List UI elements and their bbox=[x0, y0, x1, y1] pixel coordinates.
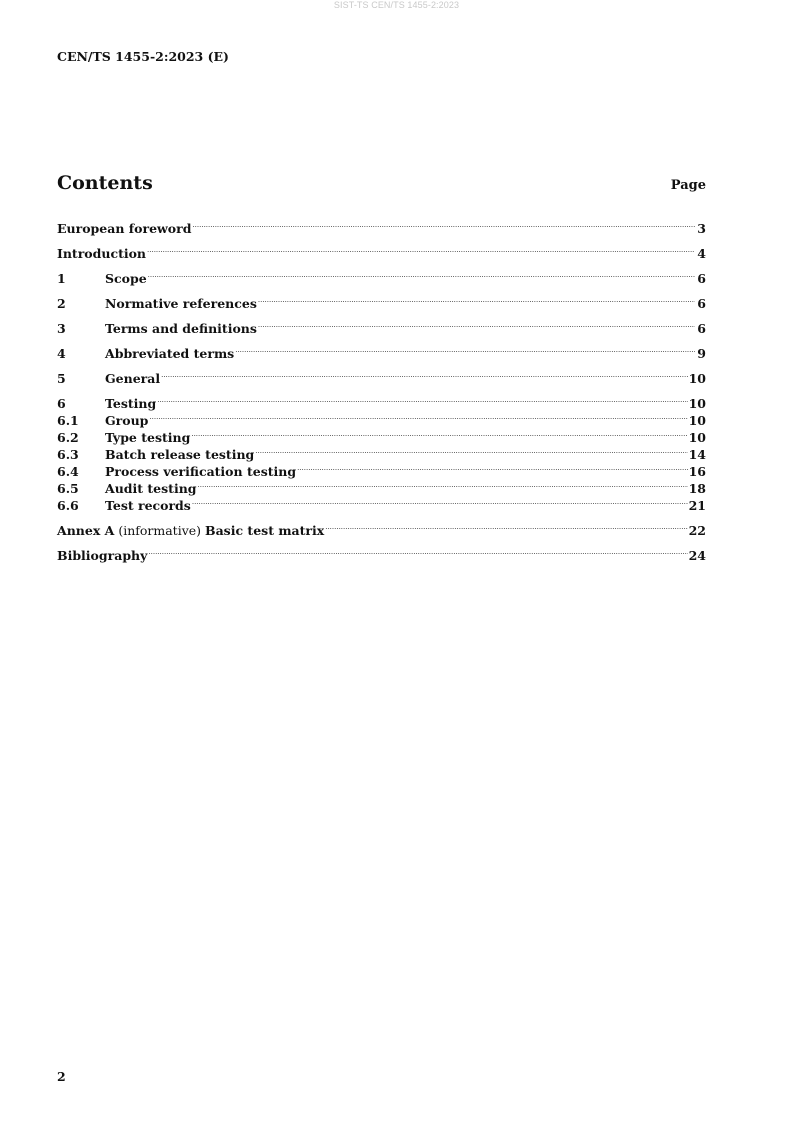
dot-leader bbox=[191, 425, 687, 442]
toc-entry-page: 16 bbox=[688, 464, 706, 479]
toc-entry-number: 5 bbox=[57, 371, 66, 386]
toc-entry-page: 3 bbox=[697, 221, 706, 236]
dot-leader bbox=[255, 442, 687, 459]
contents-title: Contents bbox=[57, 172, 153, 194]
toc-entry-title: Terms and definitions bbox=[105, 321, 257, 336]
toc-entry[interactable] bbox=[57, 543, 706, 563]
toc-entry-title: European foreword bbox=[57, 221, 192, 236]
toc-entry-number: 1 bbox=[57, 271, 66, 286]
toc-entry-number: 3 bbox=[57, 321, 66, 336]
toc-entry-title: Abbreviated terms bbox=[105, 346, 235, 361]
toc-entry-number: 4 bbox=[57, 346, 66, 361]
dot-leader bbox=[235, 341, 695, 358]
dot-leader bbox=[157, 391, 687, 408]
toc-entry[interactable] bbox=[57, 341, 706, 361]
toc-entry-number: 6.1 bbox=[57, 413, 79, 428]
dot-leader bbox=[192, 216, 695, 233]
toc-entry-page: 6 bbox=[697, 321, 706, 336]
toc-entry-page: 21 bbox=[688, 498, 706, 513]
dot-leader bbox=[148, 543, 687, 560]
dot-leader bbox=[192, 493, 688, 510]
toc-entry-title: Normative references bbox=[105, 296, 257, 311]
toc-entry[interactable] bbox=[57, 425, 706, 445]
toc-entry[interactable] bbox=[57, 291, 706, 311]
toc-entry-page: 10 bbox=[688, 430, 706, 445]
dot-leader bbox=[148, 266, 695, 283]
annex-title: Basic test matrix bbox=[205, 523, 325, 538]
toc-entry[interactable] bbox=[57, 408, 706, 428]
toc-entry[interactable] bbox=[57, 316, 706, 336]
toc-entry-page: 14 bbox=[688, 447, 706, 462]
toc-entry-number: 6.6 bbox=[57, 498, 79, 513]
table-of-contents bbox=[57, 216, 706, 563]
toc-entry[interactable] bbox=[57, 366, 706, 386]
toc-entry-number: 6.4 bbox=[57, 464, 79, 479]
toc-entry[interactable] bbox=[57, 241, 706, 261]
dot-leader bbox=[297, 459, 688, 476]
page-column-label: Page bbox=[670, 178, 706, 193]
dot-leader bbox=[147, 241, 695, 258]
toc-entry-title: Process verification testing bbox=[105, 464, 297, 479]
toc-entry-page: 4 bbox=[697, 246, 706, 261]
document-id: CEN/TS 1455-2:2023 (E) bbox=[57, 49, 229, 64]
toc-entry-page: 10 bbox=[688, 371, 706, 386]
toc-entry[interactable] bbox=[57, 266, 706, 286]
toc-entry-page: 9 bbox=[697, 346, 706, 361]
toc-entry-page: 10 bbox=[688, 413, 706, 428]
toc-entry-page: 6 bbox=[697, 296, 706, 311]
toc-entry-title: Audit testing bbox=[105, 481, 197, 496]
toc-entry-number: 6 bbox=[57, 396, 66, 411]
watermark: SIST-TS CEN/TS 1455-2:2023 bbox=[333, 0, 460, 10]
toc-entry-number: 6.3 bbox=[57, 447, 79, 462]
toc-entry-title: Testing bbox=[105, 396, 157, 411]
toc-entry-page: 24 bbox=[688, 548, 706, 563]
dot-leader bbox=[258, 291, 695, 308]
dot-leader bbox=[198, 476, 688, 493]
toc-entry-title: General bbox=[105, 371, 161, 386]
toc-entry-page: 22 bbox=[688, 523, 706, 538]
dot-leader bbox=[149, 408, 687, 425]
toc-entry-title: Group bbox=[105, 413, 149, 428]
toc-entry-page: 18 bbox=[688, 481, 706, 496]
annex-label: Annex A bbox=[57, 523, 115, 538]
contents-heading bbox=[57, 172, 706, 194]
toc-entry-page: 10 bbox=[688, 396, 706, 411]
annex-type: (informative) bbox=[114, 523, 206, 538]
toc-entry-page: 6 bbox=[697, 271, 706, 286]
toc-entry[interactable] bbox=[57, 391, 706, 411]
dot-leader bbox=[161, 366, 687, 383]
toc-entry-title: Introduction bbox=[57, 246, 147, 261]
toc-entry[interactable] bbox=[57, 216, 706, 236]
toc-entry-title: Scope bbox=[105, 271, 147, 286]
page-number: 2 bbox=[57, 1069, 66, 1084]
toc-entry-number: 2 bbox=[57, 296, 66, 311]
toc-entry-title: Batch release testing bbox=[105, 447, 255, 462]
toc-entry-number: 6.5 bbox=[57, 481, 79, 496]
toc-entry-number: 6.2 bbox=[57, 430, 79, 445]
toc-entry-title: Bibliography bbox=[57, 548, 148, 563]
dot-leader bbox=[325, 518, 687, 535]
toc-entry-title: Type testing bbox=[105, 430, 191, 445]
toc-entry-title: Test records bbox=[105, 498, 191, 513]
toc-entry-annex[interactable] bbox=[57, 518, 706, 538]
dot-leader bbox=[258, 316, 695, 333]
toc-entry-title bbox=[57, 522, 324, 539]
